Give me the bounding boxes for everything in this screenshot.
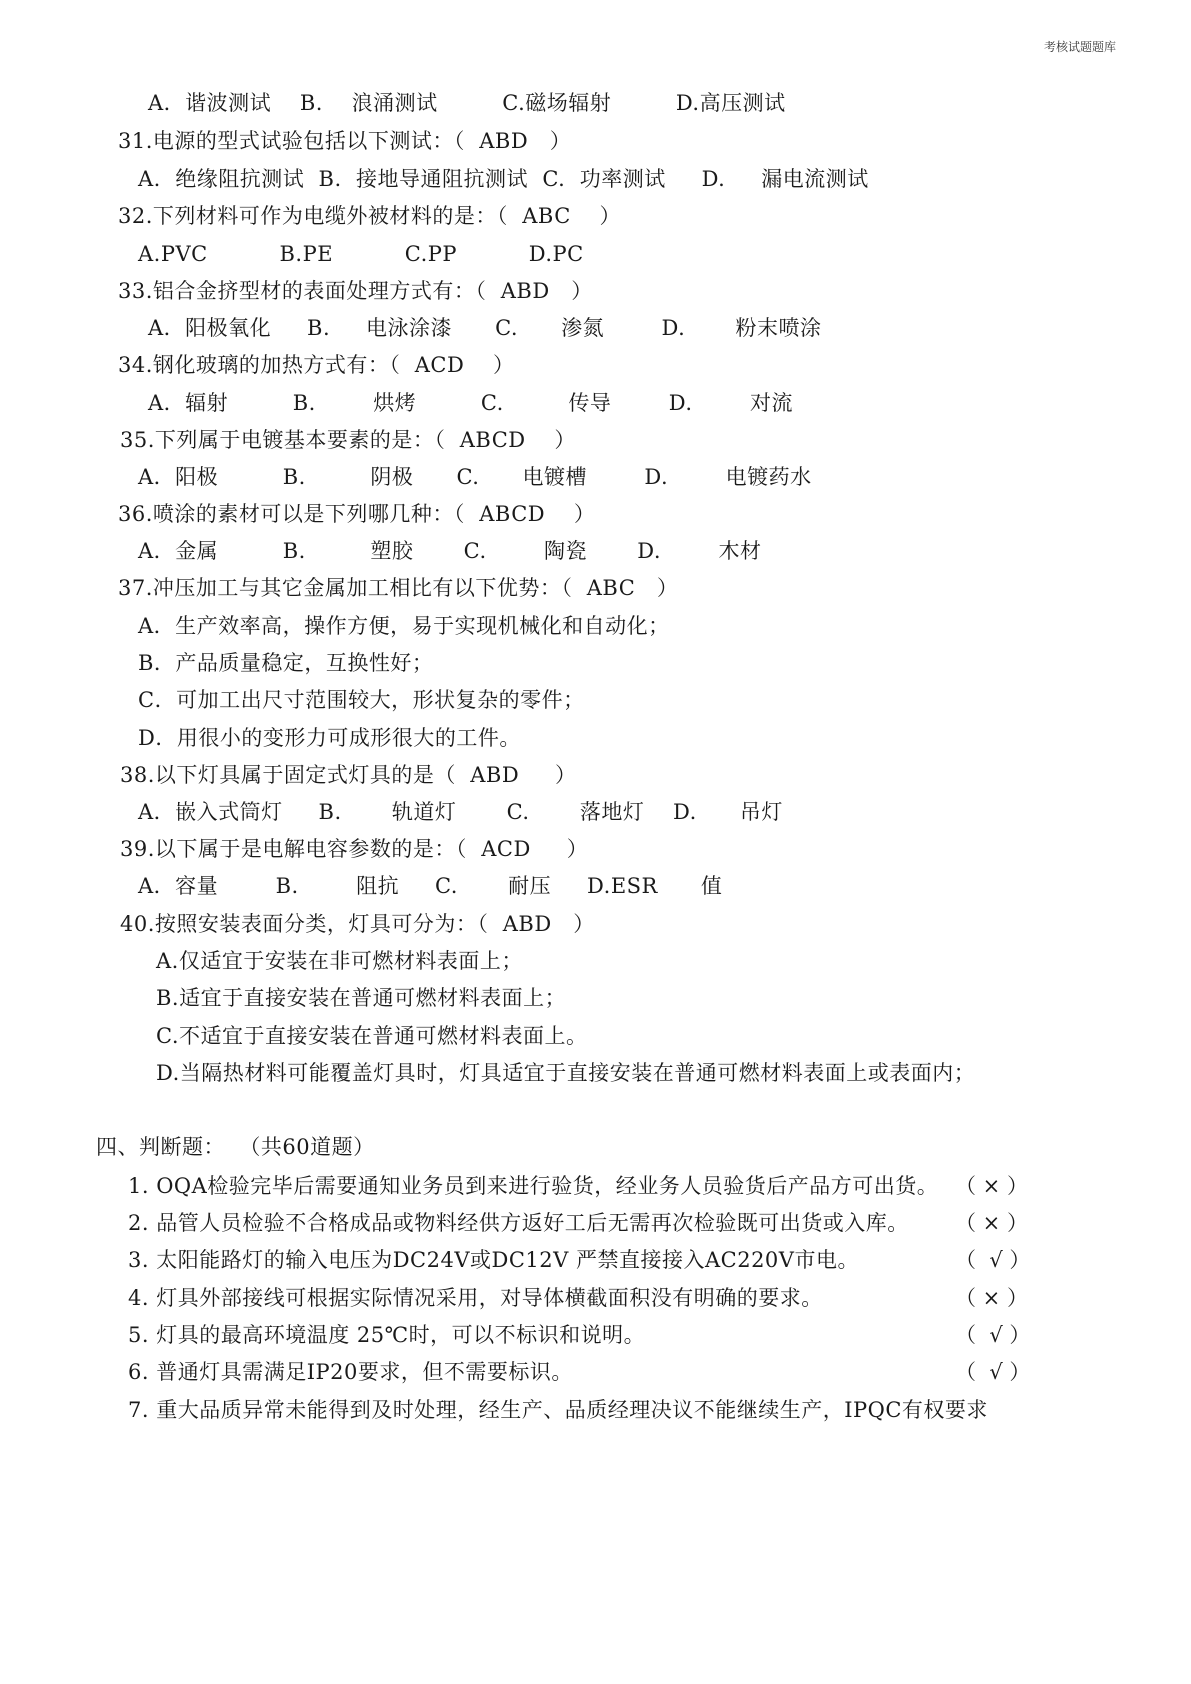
judgment-question: 7. 重大品质异常未能得到及时处理，经生产、品质经理决议不能继续生产，IPQC有权要求	[128, 1398, 988, 1422]
judgment-question: 2. 品管人员检验不合格成品或物料经供方返好工后无需再次检验既可出货或入库。	[128, 1211, 909, 1235]
answer-option-line: A．阳极 B. 阴极 C. 电镀槽 D. 电镀药水	[138, 465, 812, 489]
answer-option-line: B.适宜于直接安装在普通可燃材料表面上；	[156, 986, 567, 1010]
answer-option-line: A．阳极氧化 B. 电泳涂漆 C. 渗氮 D. 粉末喷涂	[148, 316, 822, 340]
answer-option-line: A．谐波测试 B. 浪涌测试 C.磁场辐射 D.高压测试	[148, 91, 786, 115]
answer-mark: （ √ ）	[955, 1323, 1031, 1347]
answer-mark: （ √ ）	[955, 1248, 1031, 1272]
answer-mark: （ × ）	[955, 1211, 1028, 1235]
question-stem: 35.下列属于电镀基本要素的是：（ ABCD ）	[120, 428, 576, 452]
answer-option-line: A．辐射 B. 烘烤 C. 传导 D. 对流	[148, 391, 793, 415]
question-stem: 37.冲压加工与其它金属加工相比有以下优势：（ ABC ）	[118, 576, 679, 600]
question-stem: 34.钢化玻璃的加热方式有：（ ACD ）	[118, 353, 515, 377]
question-stem: 40.按照安装表面分类，灯具可分为：（ ABD ）	[120, 912, 595, 936]
answer-option-line: A.仅适宜于安装在非可燃材料表面上；	[156, 949, 523, 973]
answer-option-line: A. 绝缘阻抗测试 B. 接地导通阻抗测试 C. 功率测试 D. 漏电流测试	[138, 167, 869, 191]
answer-option-line: C．可加工出尺寸范围较大，形状复杂的零件；	[138, 688, 585, 712]
answer-option-line: D.当隔热材料可能覆盖灯具时，灯具适宜于直接安装在普通可燃材料表面上或表面内；	[156, 1061, 976, 1085]
question-stem: 31.电源的型式试验包括以下测试：（ ABD ）	[118, 129, 572, 153]
judgment-question: 3. 太阳能路灯的输入电压为DC24V或DC12V 严禁直接接入AC220V市电。	[128, 1248, 859, 1272]
answer-option-line: C.不适宜于直接安装在普通可燃材料表面上。	[156, 1024, 588, 1048]
answer-option-line: A．金属 B. 塑胶 C. 陶瓷 D. 木材	[138, 539, 762, 563]
section-title: 四、判断题： （共60道题）	[96, 1135, 375, 1159]
answer-option-line: D．用很小的变形力可成形很大的工件。	[138, 726, 521, 750]
answer-option-line: B．产品质量稳定，互换性好；	[138, 651, 434, 675]
question-stem: 33.铝合金挤型材的表面处理方式有：（ ABD ）	[118, 279, 593, 303]
judgment-question: 6. 普通灯具需满足IP20要求，但不需要标识。	[128, 1360, 573, 1384]
judgment-question: 4. 灯具外部接线可根据实际情况采用，对导体横截面积没有明确的要求。	[128, 1286, 823, 1310]
question-stem: 39.以下属于是电解电容参数的是：（ ACD ）	[120, 837, 589, 861]
answer-option-line: A.PVC B.PE C.PP D.PC	[138, 242, 584, 266]
answer-option-line: A．生产效率高，操作方便，易于实现机械化和自动化；	[138, 614, 670, 638]
answer-option-line: A．嵌入式筒灯 B. 轨道灯 C. 落地灯 D. 吊灯	[138, 800, 783, 824]
question-stem: 38.以下灯具属于固定式灯具的是（ ABD ）	[120, 763, 577, 787]
answer-mark: （ √ ）	[955, 1360, 1031, 1384]
judgment-question: 1. OQA检验完毕后需要通知业务员到来进行验货，经业务人员验货后产品方可出货。	[128, 1174, 939, 1198]
page-header: 考核试题题库	[1044, 40, 1117, 54]
answer-option-line: A．容量 B. 阻抗 C. 耐压 D.ESR 值	[138, 874, 723, 898]
answer-mark: （ × ）	[955, 1286, 1028, 1310]
judgment-question: 5. 灯具的最高环境温度 25℃时，可以不标识和说明。	[128, 1323, 646, 1347]
question-stem: 32.下列材料可作为电缆外被材料的是：（ ABC ）	[118, 204, 622, 228]
answer-mark: （ × ）	[955, 1174, 1028, 1198]
question-stem: 36.喷涂的素材可以是下列哪几种：（ ABCD ）	[118, 502, 596, 526]
